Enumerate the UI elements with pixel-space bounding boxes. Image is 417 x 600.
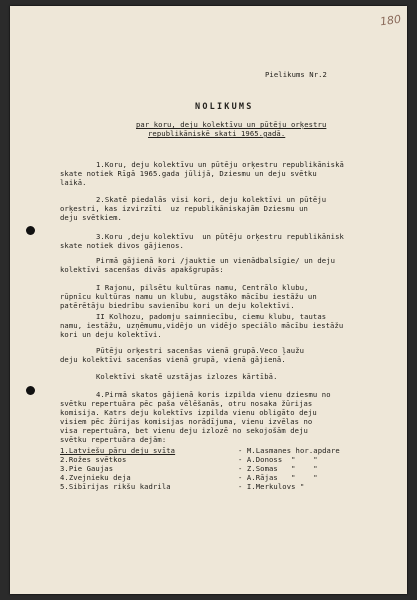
- text-line: skate notiek Rīgā 1965.gada jūlijā, Dziesmu un deju svētku: [60, 169, 317, 178]
- text-line: Pūtēju orķestri sacenšas vienā grupā.Veco ļaužu: [96, 346, 305, 355]
- dance-item: 3.Pie Gaujas: [60, 464, 114, 473]
- punch-hole: [26, 386, 35, 395]
- text-line: svētku repertuāra dejām:: [60, 435, 167, 444]
- text-line: namu, iestāžu, uzņēmumu,vidējo un vidējo speciālo mācību iestāžu: [60, 321, 344, 330]
- text-line: deju svētkiem.: [60, 213, 122, 222]
- text-line: kori un deju kolektīvi.: [60, 330, 162, 339]
- text-line: rūpnīcu kultūras namu un klubu, augstāko mācību iestāžu un: [60, 292, 317, 301]
- text-line: komisija. Katrs deju kolektīvs izpilda vienu obligāto deju: [60, 408, 317, 417]
- text-line: 1.Koru, deju kolektīvu un pūtēju orķestru republikāniskā: [96, 160, 344, 169]
- document-subtitle: republikāniskē skati 1965.gadā.: [148, 129, 286, 138]
- text-line: kolektīvi sacenšas divās apakšgrupās:: [60, 265, 224, 274]
- text-line: orķestri, kas izvirzīti uz republikāniskajām Dziesmu un: [60, 204, 308, 213]
- document-page: [10, 6, 407, 594]
- dance-author: - M.Lasmanes hor.apdare: [238, 446, 340, 455]
- text-line: 4.Pirmā skatos gājienā koris izpilda vienu dziesmu no: [96, 390, 331, 399]
- document-title: NOLIKUMS: [195, 102, 254, 112]
- text-line: laikā.: [60, 178, 87, 187]
- text-line: II Kolhozu, padomju saimniecību, ciemu klubu, tautas: [96, 312, 327, 321]
- page-number: 180: [379, 12, 402, 29]
- document-subtitle: par koru, deju kolektīvu un pūtēju orķestru: [136, 120, 327, 129]
- dance-item: 1.Latviešu pāru deju svīta: [60, 446, 176, 455]
- dance-item: 5.Sibīrijas rikšu kadrila: [60, 482, 171, 491]
- dance-item: 4.Zvejnieku deja: [60, 473, 131, 482]
- text-line: 3.Koru ,deju kolektīvu un pūtēju orķestru republikānisk: [96, 232, 344, 241]
- punch-hole: [26, 226, 35, 235]
- dance-author: - Z.Somas " ": [238, 464, 318, 473]
- text-line: visa repertuāra, bet vienu deju izlozē no sekojošām deju: [60, 426, 308, 435]
- text-line: deju kolektīvi sacenšas vienā grupā, vienā gājienā.: [60, 355, 286, 364]
- text-line: skate notiek divos gājienos.: [60, 241, 184, 250]
- text-line: I Rajonu, pilsētu kultūras namu, Centrālo klubu,: [96, 283, 309, 292]
- dance-author: - A.Rājas " ": [238, 473, 318, 482]
- dance-author: - I.Merkulovs ": [238, 482, 305, 491]
- text-line: visiem pēc žūrijas komisijas norādījuma, vienu izvēlas no: [60, 417, 313, 426]
- text-line: patērētāju biedrību savienību kori un deju kolektīvi.: [60, 301, 295, 310]
- dance-item: 2.Rožes svētkos: [60, 455, 127, 464]
- text-line: Pirmā gājienā kori /jauktie un vienādbalsīgie/ un deju: [96, 256, 336, 265]
- text-line: svētku repertuāra pēc paša vēlēšanās, otru nosaka žūrijas: [60, 399, 313, 408]
- text-line: 2.Skatē piedalās visi kori, deju kolektīvi un pūtēju: [96, 195, 327, 204]
- attachment-label: Pielikums Nr.2: [265, 70, 327, 79]
- dance-author: - A.Donoss " ": [238, 455, 318, 464]
- text-line: Kolektīvi skatē uzstājas izlozes kārtībā.: [96, 372, 278, 381]
